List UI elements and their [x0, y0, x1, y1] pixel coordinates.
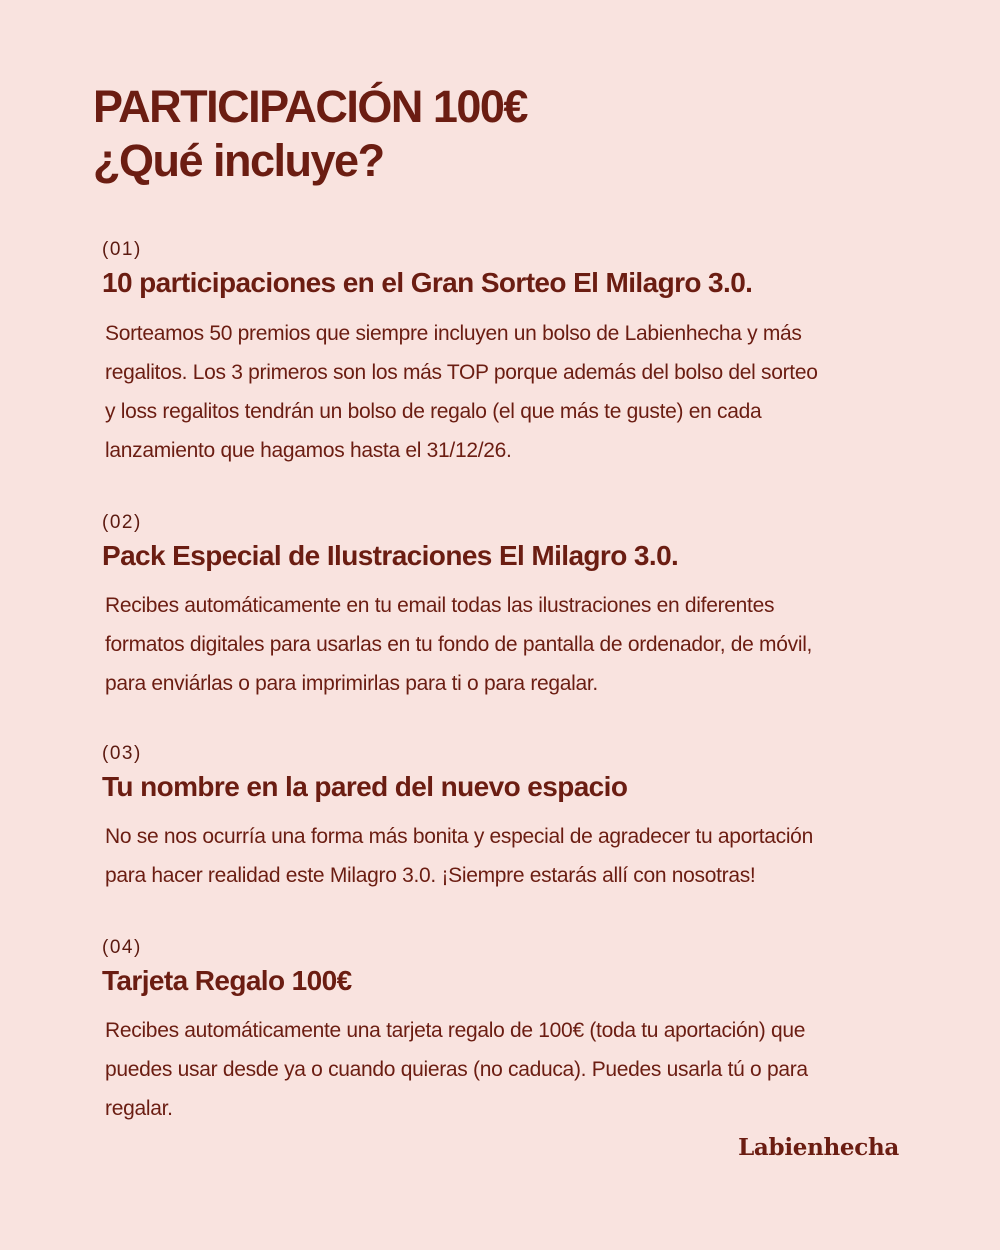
section-body: [102, 314, 922, 470]
body-line: regalitos. Los 3 primeros son los más TOP porque además del bolso del sorteo: [105, 361, 818, 384]
brand-logo: Labienhecha: [738, 1134, 899, 1161]
section-03: [102, 742, 922, 895]
section-heading: Tarjeta Regalo 100€: [102, 965, 352, 996]
body-line: para enviárlas o para imprimirlas para ti o para regalar.: [105, 672, 598, 695]
section-heading: 10 participaciones en el Gran Sorteo El Milagro 3.0.: [102, 267, 753, 298]
body-line: Sorteamos 50 premios que siempre incluyen un bolso de Labienhecha y más: [105, 322, 802, 345]
body-line: puedes usar desde ya o cuando quieras (no caduca). Puedes usarla tú o para: [105, 1058, 808, 1081]
page-title: [93, 80, 527, 188]
body-line: y loss regalitos tendrán un bolso de regalo (el que más te guste) en cada: [105, 400, 762, 423]
section-01: [102, 238, 922, 470]
section-number: (02): [102, 512, 142, 533]
title-line-1: PARTICIPACIÓN 100€: [93, 81, 527, 132]
section-body: [102, 817, 922, 895]
body-line: formatos digitales para usarlas en tu fondo de pantalla de ordenador, de móvil,: [105, 633, 813, 656]
body-line: para hacer realidad este Milagro 3.0. ¡Siempre estarás allí con nosotras!: [105, 864, 756, 887]
section-number: (04): [102, 937, 142, 958]
section-heading: Pack Especial de Ilustraciones El Milagro 3.0.: [102, 540, 679, 571]
body-line: Recibes automáticamente una tarjeta regalo de 100€ (toda tu aportación) que: [105, 1019, 806, 1042]
section-number: (01): [102, 239, 142, 260]
body-line: Recibes automáticamente en tu email todas las ilustraciones en diferentes: [105, 594, 775, 617]
section-04: [102, 936, 922, 1128]
title-line-2: ¿Qué incluye?: [93, 135, 384, 186]
section-body: [102, 586, 922, 703]
body-line: regalar.: [105, 1097, 173, 1120]
body-line: No se nos ocurría una forma más bonita y especial de agradecer tu aportación: [105, 825, 813, 848]
section-02: [102, 511, 922, 703]
body-line: lanzamiento que hagamos hasta el 31/12/26.: [105, 439, 512, 462]
section-number: (03): [102, 743, 142, 764]
section-heading: Tu nombre en la pared del nuevo espacio: [102, 771, 628, 802]
section-body: [102, 1011, 922, 1128]
